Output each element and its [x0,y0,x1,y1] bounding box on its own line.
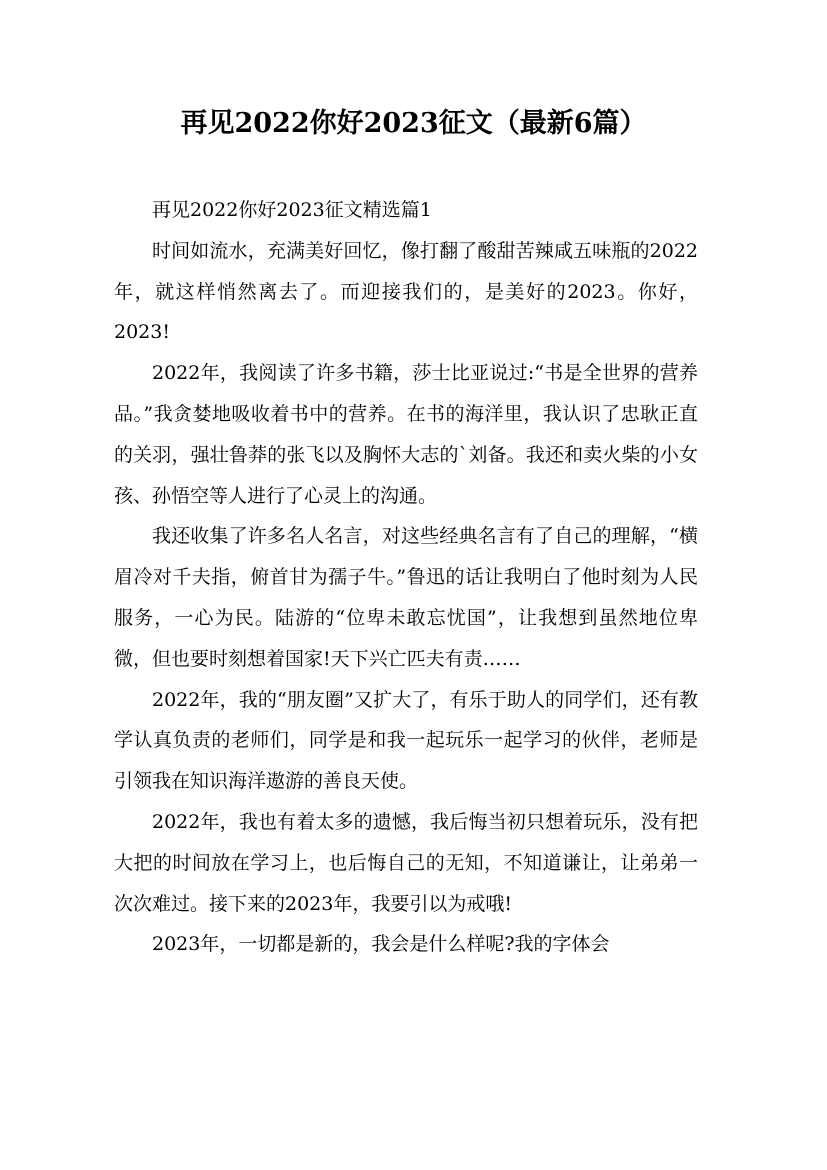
document-body [114,190,698,965]
paragraph-5: 2022年，我也有着太多的遗憾，我后悔当初只想着玩乐，没有把大把的时间放在学习上，也后悔自己的无知，不知道谦让，让弟弟一次次难过。接下来的2023年，我要引以为戒哦! [114,810,698,915]
paragraph-4: 2022年，我的“朋友圈”又扩大了，有乐于助人的同学们，还有教学认真负责的老师们，同学是和我一起玩乐一起学习的伙伴，老师是引领我在知识海洋遨游的善良天使。 [114,688,698,793]
paragraph-3: 我还收集了许多名人名言，对这些经典名言有了自己的理解，“横眉冷对千夫指，俯首甘为孺子牛。”鲁迅的话让我明白了他时刻为人民服务，一心为民。陆游的“位卑未敢忘忧国”，让我想到虽然地位卑微，但也要时刻想着国家!天下兴亡匹夫有责…… [114,525,698,670]
section-heading: 再见2022你好2023征文精选篇1 [152,199,432,221]
document-title: 再见2022你好2023征文（最新6篇） [180,108,647,139]
paragraph-2: 2022年，我阅读了许多书籍，莎士比亚说过:“书是全世界的营养品。”我贪婪地吸收着书中的营养。在书的海洋里，我认识了忠耿正直的关羽，强壮鲁莽的张飞以及胸怀大志的`刘备。我还和卖火柴的小女孩、孙悟空等人进行了心灵上的沟通。 [114,362,698,507]
paragraph-6: 2023年，一切都是新的，我会是什么样呢?我的字体会 [152,933,610,956]
paragraph-1: 时间如流水，充满美好回忆，像打翻了酸甜苦辣咸五味瓶的2022年，就这样悄然离去了。而迎接我们的，是美好的2023。你好，2023! [114,239,698,344]
